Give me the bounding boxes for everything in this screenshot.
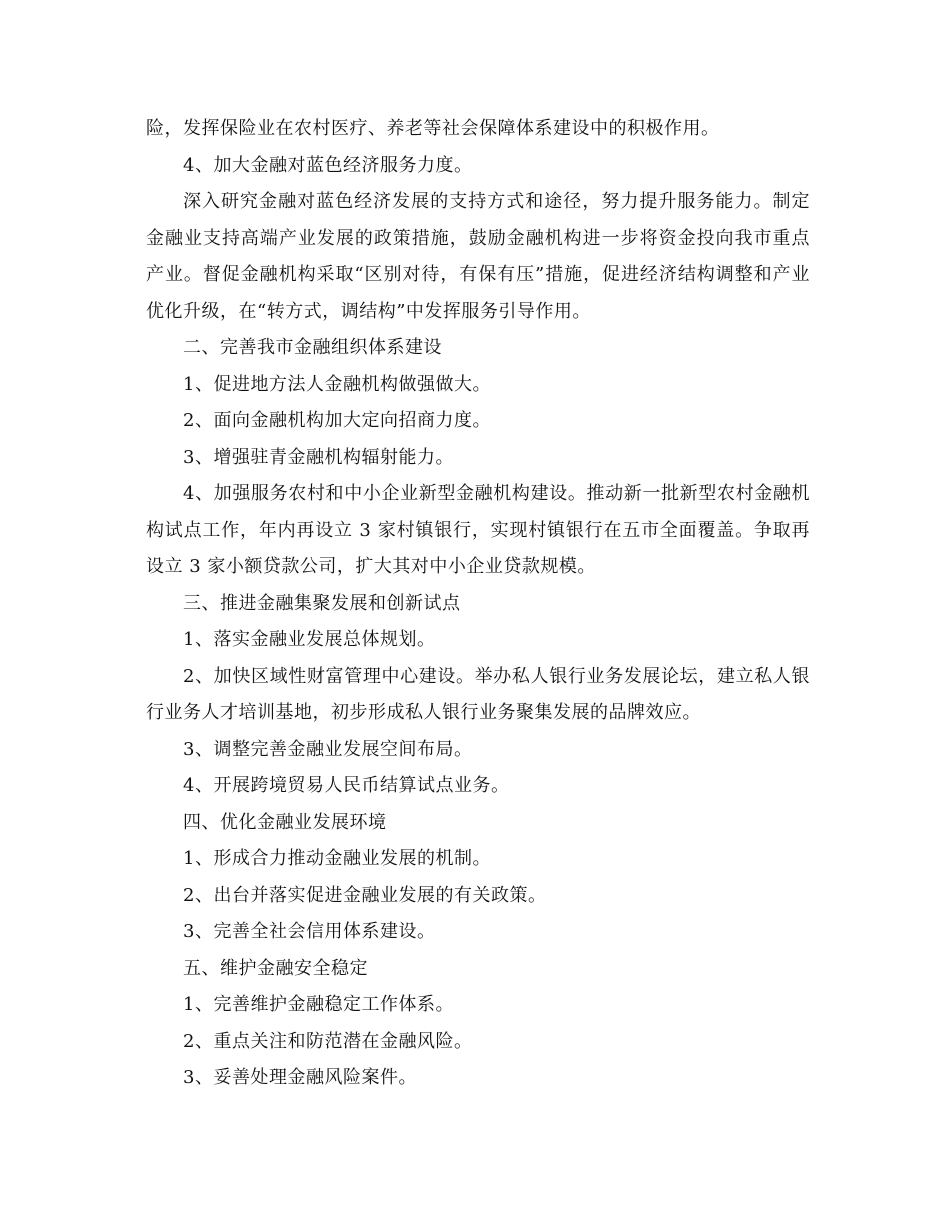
paragraph: 险，发挥保险业在农村医疗、养老等社会保障体系建设中的积极作用。 [146, 118, 720, 139]
section-heading: 四、优化金融业发展环境 [183, 811, 387, 833]
document-body [146, 111, 810, 1097]
paragraph: 2、面向金融机构加大定向招商力度。 [183, 410, 491, 431]
paragraph: 4、开展跨境贸易人民币结算试点业务。 [183, 775, 510, 796]
section-heading: 五、维护金融安全稳定 [183, 957, 368, 979]
paragraph: 4、加大金融对蓝色经济服务力度。 [183, 154, 473, 176]
paragraph: 2、加快区域性财富管理中心建设。举办私人银行业务发展论坛，建立私人银行业务人才培训基地，初步形成私人银行业务聚集发展的品牌效应。 [146, 665, 810, 723]
paragraph: 3、完善全社会信用体系建设。 [183, 921, 436, 942]
paragraph: 4、加强服务农村和中小企业新型金融机构建设。推动新一批新型农村金融机构试点工作，年内再设立 3 家村镇银行，实现村镇银行在五市全面覆盖。争取再设立 3 家小额贷款公司，扩大其对中小企业贷款规模。 [146, 483, 810, 577]
paragraph: 深入研究金融对蓝色经济发展的支持方式和途径，努力提升服务能力。制定金融业支持高端产业发展的政策措施，鼓励金融机构进一步将资金投向我市重点产业。督促金融机构采取“区别对待，有保有压”措施，促进经济结构调整和产业优化升级，在“转方式，调结构”中发挥服务引导作用。 [146, 191, 810, 322]
section-heading: 三、推进金融集聚发展和创新试点 [183, 592, 461, 614]
section-heading: 二、完善我市金融组织体系建设 [183, 337, 442, 358]
paragraph: 3、增强驻青金融机构辐射能力。 [183, 446, 454, 468]
paragraph: 3、调整完善金融业发展空间布局。 [183, 738, 473, 760]
paragraph: 2、重点关注和防范潜在金融风险。 [183, 1030, 473, 1052]
paragraph: 3、妥善处理金融风险案件。 [183, 1067, 417, 1088]
paragraph: 1、完善维护金融稳定工作体系。 [183, 994, 454, 1015]
paragraph: 1、落实金融业发展总体规划。 [183, 629, 436, 650]
paragraph: 1、形成合力推动金融业发展的机制。 [183, 848, 491, 869]
paragraph: 2、出台并落实促进金融业发展的有关政策。 [183, 884, 547, 906]
paragraph: 1、促进地方法人金融机构做强做大。 [183, 373, 491, 395]
